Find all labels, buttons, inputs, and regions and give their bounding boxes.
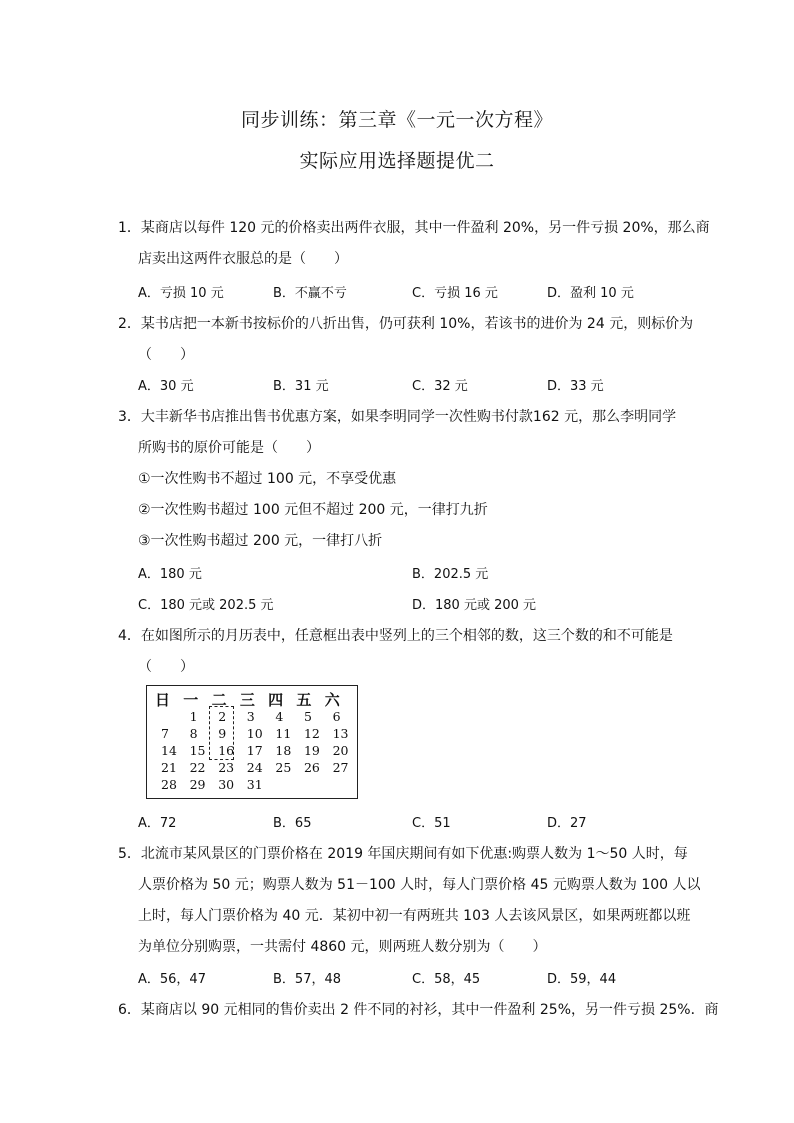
- calendar-cell: 31: [246, 777, 263, 792]
- calendar-cell: 11: [275, 726, 292, 741]
- calendar-header-cell: 五: [296, 691, 312, 709]
- calendar-cell: 7: [161, 726, 169, 741]
- q3-option-c: C．180 元或 202.5 元: [138, 598, 274, 613]
- calendar-cell: 17: [246, 743, 263, 758]
- calendar-cell: 29: [189, 777, 206, 792]
- calendar-row: [161, 726, 361, 741]
- calendar-cell: 24: [246, 760, 263, 775]
- calendar-cell: 12: [303, 726, 320, 741]
- calendar-cell: 27: [332, 760, 349, 775]
- q4-option-c: C．51: [412, 816, 451, 831]
- calendar-cell: 22: [189, 760, 206, 775]
- q1-option-c: C．亏损 16 元: [412, 286, 498, 301]
- calendar-cell: 15: [189, 743, 206, 758]
- q3-option-a: A．180 元: [138, 567, 202, 582]
- calendar-cell: 9: [218, 726, 227, 741]
- calendar-row: [161, 760, 361, 775]
- question-5-text-cont3: 为单位分别购票，一共需付 4860 元，则两班人数分别为（ ）: [138, 939, 547, 955]
- calendar-header-cell: 六: [324, 691, 340, 709]
- calendar-header-cell: 一: [183, 691, 199, 709]
- calendar-row: [161, 709, 361, 724]
- calendar-cell: 4: [275, 709, 284, 724]
- calendar-cell: 14: [161, 743, 177, 758]
- calendar-cell: 18: [275, 743, 292, 758]
- calendar-cell: 3: [246, 709, 255, 724]
- question-6-text: 6．某商店以 90 元相同的售价卖出 2 件不同的衬衫，其中一件盈利 25%，另一件亏损 25%．商: [118, 1002, 719, 1018]
- calendar-table: [146, 685, 358, 799]
- calendar-cell: 30: [218, 777, 235, 792]
- q2-option-b: B．31 元: [273, 379, 329, 394]
- title-sub: 实际应用选择题提优二: [299, 150, 495, 172]
- calendar-header-cell: 四: [268, 691, 284, 709]
- calendar-cell: 20: [332, 743, 349, 758]
- calendar-cell: [333, 777, 362, 792]
- q3-rule-2: ②一次性购书超过 100 元但不超过 200 元，一律打九折: [138, 502, 488, 518]
- calendar-cell: 1: [189, 709, 198, 724]
- title-main: 同步训练：第三章《一元一次方程》: [240, 109, 553, 131]
- calendar-cell: [275, 777, 304, 792]
- calendar-cell: 5: [303, 709, 312, 724]
- calendar-selection-box: [209, 706, 234, 760]
- calendar-cell: 19: [303, 743, 320, 758]
- q5-option-a: A．56，47: [138, 972, 206, 987]
- question-5-text-cont1: 人票价格为 50 元；购票人数为 51－100 人时，每人门票价格 45 元购票人数为 100 人以: [138, 877, 701, 893]
- question-4-text: 4．在如图所示的月历表中，任意框出表中竖列上的三个相邻的数，这三个数的和不可能是: [118, 628, 673, 644]
- question-3-text-cont: 所购书的原价可能是（ ）: [138, 440, 320, 456]
- q3-rule-3: ③一次性购书超过 200 元，一律打八折: [138, 533, 383, 549]
- calendar-cell: 23: [218, 760, 235, 775]
- q2-option-d: D．33 元: [547, 379, 604, 394]
- q1-option-d: D．盈利 10 元: [547, 286, 634, 301]
- calendar-cell: 16: [218, 743, 235, 758]
- calendar-cell: 10: [246, 726, 263, 741]
- q2-option-a: A．30 元: [138, 379, 194, 394]
- q1-option-a: A．亏损 10 元: [138, 286, 224, 301]
- q1-option-b: B．不赢不亏: [273, 286, 347, 301]
- calendar-cell: 2: [218, 709, 227, 724]
- calendar-cell: 25: [275, 760, 292, 775]
- q3-rule-1: ①一次性购书不超过 100 元，不享受优惠: [138, 471, 397, 487]
- calendar-cell: 6: [332, 709, 341, 724]
- q3-option-d: D．180 元或 200 元: [412, 598, 537, 613]
- calendar-header: [155, 689, 353, 710]
- question-2-text: 2．某书店把一本新书按标价的八折出售，仍可获利 10%，若该书的进价为 24 元，则标价为: [118, 316, 694, 332]
- question-2-text-cont: （ ）: [138, 347, 194, 363]
- calendar-cell: 21: [161, 760, 177, 775]
- calendar-cell: [161, 709, 190, 724]
- question-5-text-cont2: 上时，每人门票价格为 40 元．某初中初一有两班共 103 人去该风景区，如果两班都以班: [138, 908, 691, 924]
- q2-option-c: C．32 元: [412, 379, 468, 394]
- q5-option-c: C．58，45: [412, 972, 481, 987]
- question-5-text: 5．北流市某风景区的门票价格在 2019 年国庆期间有如下优惠:购票人数为 1～50 人时，每: [118, 846, 688, 862]
- calendar-row: [161, 777, 361, 792]
- calendar-cell: [304, 777, 333, 792]
- calendar-cell: 13: [332, 726, 349, 741]
- question-3-text: 3．大丰新华书店推出售书优惠方案，如果李明同学一次性购书付款162 元，那么李明同学: [118, 409, 677, 425]
- calendar-cell: 8: [189, 726, 198, 741]
- calendar-cell: 28: [161, 777, 177, 792]
- question-1-text-cont: 店卖出这两件衣服总的是（ ）: [138, 251, 348, 267]
- q5-option-d: D．59，44: [547, 972, 617, 987]
- calendar-header-cell: 三: [239, 691, 255, 709]
- q5-option-b: B．57，48: [273, 972, 342, 987]
- q4-option-b: B．65: [273, 816, 312, 831]
- question-4-text-cont: （ ）: [138, 659, 194, 675]
- calendar-header-cell: 二: [211, 691, 227, 709]
- q4-option-d: D．27: [547, 816, 587, 831]
- q3-option-b: B．202.5 元: [412, 567, 489, 582]
- q4-option-a: A．72: [138, 816, 177, 831]
- calendar-header-cell: 日: [155, 691, 171, 709]
- calendar-cell: 26: [303, 760, 320, 775]
- calendar-row: [161, 743, 361, 758]
- question-1-text: 1．某商店以每件 120 元的价格卖出两件衣服，其中一件盈利 20%，另一件亏损 20%，那么商: [118, 220, 710, 236]
